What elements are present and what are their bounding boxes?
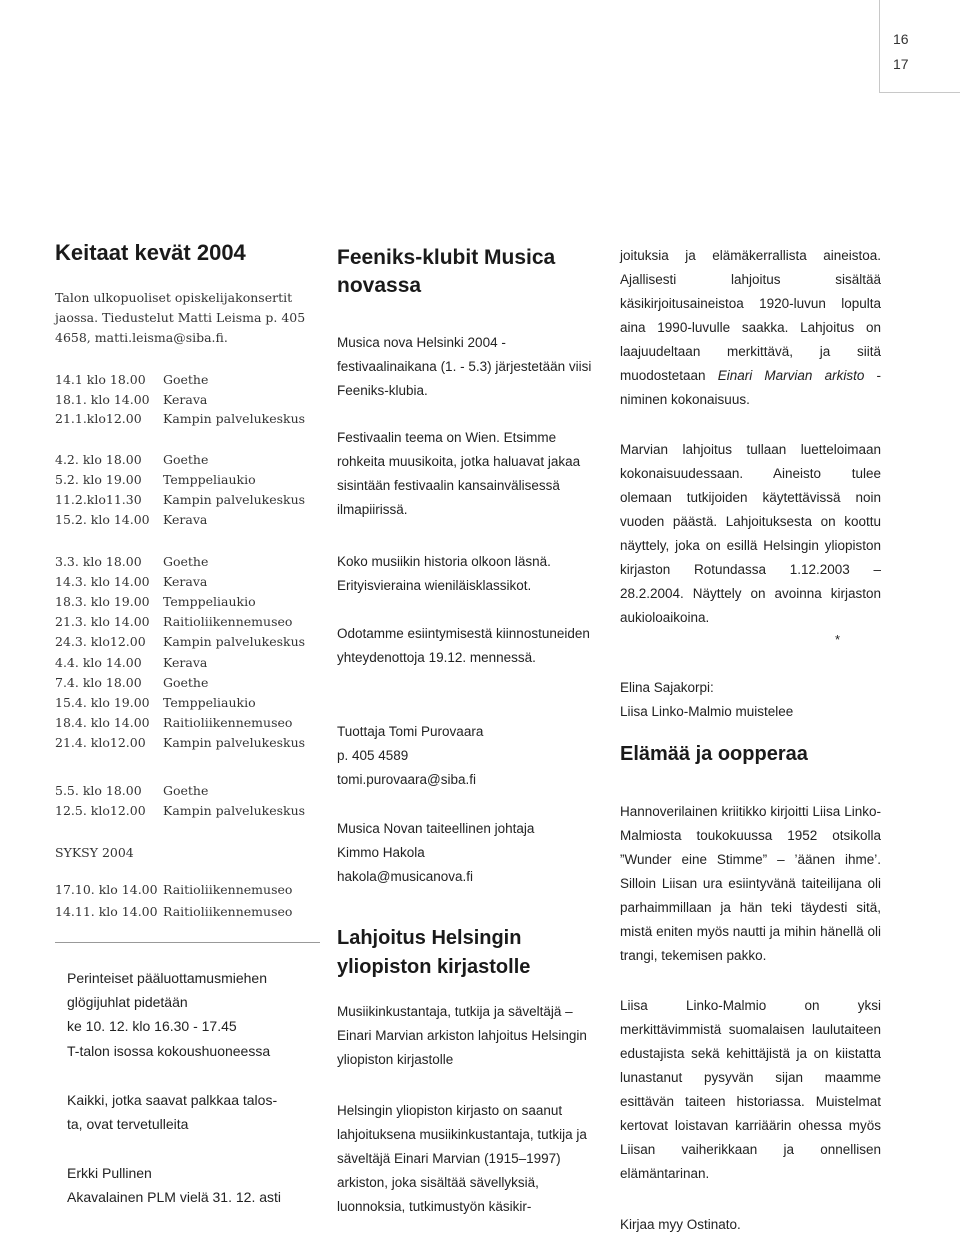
schedule-date: 21.4. klo12.00 [55, 735, 146, 750]
contact-email: tomi.purovaara@siba.fi [337, 772, 477, 787]
schedule-row [55, 695, 256, 710]
article-paragraph: Hannoverilainen kriitikko kirjoitti Liisa Linko-Malmiosta toukokuussa 1952 otsikolla ”Wunder eine Stimme” – ’äänen ihme’. Silloin Liisan ura esiintyvänä taiteilijana oli parhaimmillaan ja hän teki täydesti sitä, mistä eniten myös nautti ja mihin hänellä oli trangi, tekemisen pakko. [620, 804, 881, 963]
schedule-row [55, 803, 305, 818]
schedule-date: 17.10. klo 14.00 [55, 882, 158, 897]
article-subtitle: Liisa Linko-Malmio muistelee [620, 704, 794, 719]
autumn-heading: SYKSY 2004 [55, 845, 134, 860]
schedule-row [55, 492, 305, 507]
schedule-place: Goethe [163, 783, 209, 798]
schedule-date: 14.11. klo 14.00 [55, 904, 158, 919]
schedule-place: Kampin palvelukeskus [163, 634, 306, 649]
schedule-date: 21.1.klo12.00 [55, 411, 142, 426]
schedule-date: 3.3. klo 18.00 [55, 554, 142, 569]
divider [55, 942, 320, 943]
article-paragraph: Kirjaa myy Ostinato. [620, 1217, 741, 1232]
article-author: Elina Sajakorpi: [620, 680, 714, 695]
schedule-date: 5.5. klo 18.00 [55, 783, 142, 798]
schedule-row [55, 392, 207, 407]
concert-schedule-intro: Talon ulkopuoliset opiskelijakonsertit jaossa. Tiedustelut Matti Leisma p. 405 4658, matti.leisma@siba.fi. [55, 290, 306, 345]
schedule-date: 18.1. klo 14.00 [55, 392, 150, 407]
schedule-row [55, 614, 292, 629]
contact-role: Musica Novan taiteellinen johtaja [337, 821, 535, 836]
notice-line: Kaikki, jotka saavat palkkaa talos- [67, 1092, 278, 1108]
contact-role: Tuottaja Tomi Purovaara [337, 724, 484, 739]
article-paragraph [620, 244, 881, 412]
schedule-date: 12.5. klo12.00 [55, 803, 146, 818]
schedule-place: Temppeliaukio [163, 695, 256, 710]
schedule-row [55, 904, 292, 919]
schedule-row [55, 735, 305, 750]
page-number-next: 17 [893, 56, 909, 72]
section-separator: * [835, 632, 841, 647]
schedule-row [55, 554, 208, 569]
schedule-place: Temppeliaukio [163, 594, 256, 609]
schedule-row [55, 472, 256, 487]
schedule-row [55, 411, 305, 426]
feeniks-article-title: Feeniks-klubit Musica novassa [337, 246, 556, 297]
schedule-row [55, 634, 305, 649]
notice-line: ke 10. 12. klo 16.30 - 17.45 [67, 1018, 237, 1034]
notice-line: glögijuhlat pidetään [67, 994, 188, 1010]
schedule-place: Raitioliikennemuseo [163, 715, 293, 730]
schedule-row [55, 882, 292, 897]
schedule-place: Kampin palvelukeskus [163, 803, 306, 818]
schedule-date: 18.4. klo 14.00 [55, 715, 150, 730]
text-span: joituksia ja elämäkerrallista aineistoa. Ajallisesti lahjoitus sisältää käsikirjoitusaineistoa 1920-luvun lopulta aina 1990-luvulle saakka. Lahjoitus on laajuudeltaan merkittävä, ja siitä muodostetaan [620, 248, 881, 383]
notice-line: ta, ovat tervetulleita [67, 1116, 189, 1132]
opera-article-title: Elämää ja oopperaa [620, 743, 808, 765]
schedule-row [55, 372, 208, 387]
schedule-place: Kerava [163, 512, 208, 527]
concert-schedule-title: Keitaat kevät 2004 [55, 240, 246, 265]
schedule-place: Raitioliikennemuseo [163, 614, 293, 629]
contact-email: hakola@musicanova.fi [337, 869, 474, 884]
schedule-row [55, 675, 208, 690]
contact-phone: p. 405 4589 [337, 748, 409, 763]
schedule-place: Goethe [163, 372, 209, 387]
schedule-row [55, 452, 208, 467]
schedule-date: 21.3. klo 14.00 [55, 614, 150, 629]
schedule-row [55, 655, 207, 670]
schedule-date: 24.3. klo12.00 [55, 634, 146, 649]
schedule-place: Kerava [163, 574, 208, 589]
schedule-place: Goethe [163, 554, 209, 569]
notice-signature: Erkki Pullinen [67, 1165, 152, 1181]
schedule-date: 18.3. klo 19.00 [55, 594, 150, 609]
schedule-place: Kampin palvelukeskus [163, 735, 306, 750]
schedule-place: Kampin palvelukeskus [163, 411, 306, 426]
schedule-place: Raitioliikennemuseo [163, 904, 293, 919]
schedule-date: 5.2. klo 19.00 [55, 472, 142, 487]
schedule-row [55, 783, 208, 798]
schedule-place: Goethe [163, 452, 209, 467]
schedule-place: Kerava [163, 655, 208, 670]
article-paragraph: Odotamme esiintymisestä kiinnostuneiden yhteydenottoja 19.12. mennessä. [337, 626, 590, 665]
schedule-date: 11.2.klo11.30 [55, 492, 142, 507]
article-lead: Musiikinkustantaja, tutkija ja säveltäjä – Einari Marvian arkiston lahjoitus Helsingin yliopiston kirjastolle [337, 1004, 587, 1067]
contact-name: Kimmo Hakola [337, 845, 425, 860]
schedule-row [55, 594, 256, 609]
schedule-row [55, 574, 207, 589]
schedule-place: Temppeliaukio [163, 472, 256, 487]
text-span: -niminen kokonaisuus. [620, 368, 882, 407]
page-number-box [879, 0, 960, 93]
schedule-date: 15.4. klo 19.00 [55, 695, 150, 710]
archive-name: Einari Marvian arkisto [717, 368, 865, 383]
schedule-date: 7.4. klo 18.00 [55, 675, 142, 690]
donation-article-title: Lahjoitus Helsingin yliopiston kirjastolle [337, 927, 531, 978]
schedule-place: Kampin palvelukeskus [163, 492, 306, 507]
article-paragraph: Festivaalin teema on Wien. Etsimme rohkeita muusikoita, jotka haluavat jakaa sisintään festivaalin kansainvälisessä ilmapiirissä. [337, 430, 581, 517]
schedule-date: 15.2. klo 14.00 [55, 512, 150, 527]
schedule-date: 14.3. klo 14.00 [55, 574, 150, 589]
article-paragraph: Marvian lahjoitus tullaan luetteloimaan kokonaisuudessaan. Aineisto tulee olemaan tutkijoiden käytettävissä noin vuoden päästä. Lahjoituksesta on koottu näyttely, joka on esillä Helsingin yliopiston kirjaston Rotundassa 1.12.2003 – 28.2.2004. Näyttely on avoinna kirjaston aukioloaikoina. [620, 442, 881, 625]
schedule-row [55, 512, 207, 527]
page-number-current: 16 [893, 31, 909, 47]
notice-signature: Akavalainen PLM vielä 31. 12. asti [67, 1189, 282, 1205]
notice-line: T-talon isossa kokoushuoneessa [67, 1043, 271, 1059]
schedule-date: 4.2. klo 18.00 [55, 452, 142, 467]
article-paragraph: Koko musiikin historia olkoon läsnä. Erityisvieraina wieniläisklassikot. [337, 554, 551, 593]
article-paragraph: Liisa Linko-Malmio on yksi merkittävimmistä suomalaisen laulutaiteen edustajista sekä kehittäjistä ja on kiistatta lunastanut pysyvän sijan maamme esittävän taiteen historiassa. Muistelmat kertovat loistavan karriäärin ohessa myös Liisan vaiherikkaan ja onnellisen elämäntarinan. [620, 998, 881, 1181]
schedule-place: Kerava [163, 392, 208, 407]
schedule-place: Raitioliikennemuseo [163, 882, 293, 897]
schedule-date: 4.4. klo 14.00 [55, 655, 142, 670]
article-paragraph: Helsingin yliopiston kirjasto on saanut lahjoituksena musiikinkustantaja, tutkija ja säveltäjä Einari Marvian (1915–1997) arkiston, joka sisältää sävellyksiä, luonnoksia, tutkimustyön käsikir- [337, 1103, 587, 1214]
schedule-place: Goethe [163, 675, 209, 690]
schedule-date: 14.1 klo 18.00 [55, 372, 146, 387]
notice-line: Perinteiset pääluottamusmiehen [67, 970, 268, 986]
article-paragraph: Musica nova Helsinki 2004 -festivaalinaikana (1. - 5.3) järjestetään viisi Feeniks-klubia. [337, 335, 592, 398]
schedule-row [55, 715, 292, 730]
